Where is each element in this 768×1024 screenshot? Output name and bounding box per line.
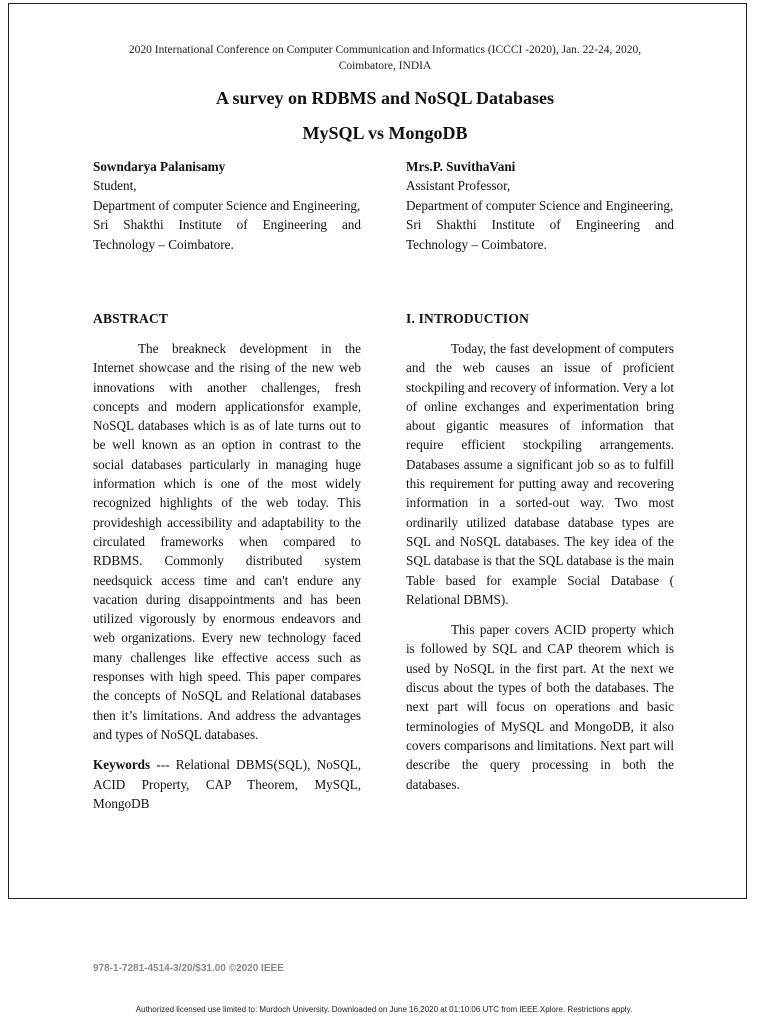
abstract-section [93, 311, 361, 813]
keywords-label: Keywords [93, 757, 151, 773]
author-role: Assistant Professor, [406, 178, 511, 193]
abstract-text: The breakneck development in the Internet showcase and the rising of the new web innovations with another challenges, fresh concepts and modern applicationsfor example, NoSQL databases which is as of late turns out to be well known as an option in contrast to the social databases particularly in managing huge information which is one of the most widely recognized highlights of the web today. This provideshigh accessibility and adaptability to the circulated frameworks when compared to RDBMS. Commonly distributed system needsquick access time and can't endure any vacation during disappointments and has been utilized vigorously by enormous endeavors and web organizations. Every new technology faced many challenges like effective access such as responses with high speed. This paper compares the concepts of NoSQL and Relational databases then it’s limitations. And address the advantages and types of NoSQL databases. [93, 341, 361, 742]
author-department: Department of computer Science and Engineering, [406, 197, 674, 213]
keywords-text: --- Relational DBMS(SQL), NoSQL, ACID Property, CAP Theorem, MySQL, MongoDB [93, 757, 361, 811]
author-block-1 [93, 157, 361, 254]
conference-header [60, 42, 710, 74]
abstract-heading: ABSTRACT [93, 311, 169, 326]
paper-subtitle: MySQL vs MongoDB [302, 123, 468, 143]
introduction-heading: I. INTRODUCTION [406, 311, 530, 326]
authorized-use-notice: Authorized licensed use limited to: Murdoch University. Downloaded on June 16,2020 at 01:10:06 UTC from IEEE Xplore. Restrictions apply. [135, 1005, 633, 1014]
author-name: Mrs.P. SuvithaVani [406, 159, 516, 174]
conference-line-2: Coimbatore, INDIA [338, 60, 432, 72]
isbn-footer: 978-1-7281-4514-3/20/$31.00 ©2020 IEEE [93, 963, 284, 974]
author-role: Student, [93, 178, 137, 193]
introduction-paragraph-1: Today, the fast development of computers and the web causes an issue of proficient stockpiling and recovery of information. Very a lot of online exchanges and experimentation bring about gigantic measures of information that require efficient stockpiling arrangements. Databases assume a significant job so as to fulfill this requirement for putting away and recovering information in a sorted-out way. Two most ordinarily utilized database database types are SQL and NoSQL databases. The key idea of the SQL database is that the SQL database is the main Table based for example Social Database ( Relational DBMS). [406, 341, 674, 607]
introduction-paragraph-2: This paper covers ACID property which is followed by SQL and CAP theorem which is used by NoSQL in the first part. At the next we discus about the types of both the databases. The next part will focus on operations and basic terminologies of MySQL and MongoDB, it also covers comparisons and limitations. Next part will describe the query processing in both the databases. [406, 622, 674, 792]
author-institution: Sri Shakthi Institute of Engineering and Technology – Coimbatore. [93, 217, 361, 252]
paper-title: A survey on RDBMS and NoSQL Databases [215, 88, 555, 108]
author-name: Sowndarya Palanisamy [93, 159, 226, 174]
introduction-section [406, 311, 674, 794]
author-block-2 [406, 157, 674, 254]
author-department: Department of computer Science and Engineering, [93, 197, 361, 213]
keywords [93, 755, 361, 813]
conference-line-1: 2020 International Conference on Computer Communication and Informatics (ICCCI -2020), Jan. 22-24, 2020, [128, 44, 642, 56]
author-institution: Sri Shakthi Institute of Engineering and Technology – Coimbatore. [406, 217, 674, 252]
